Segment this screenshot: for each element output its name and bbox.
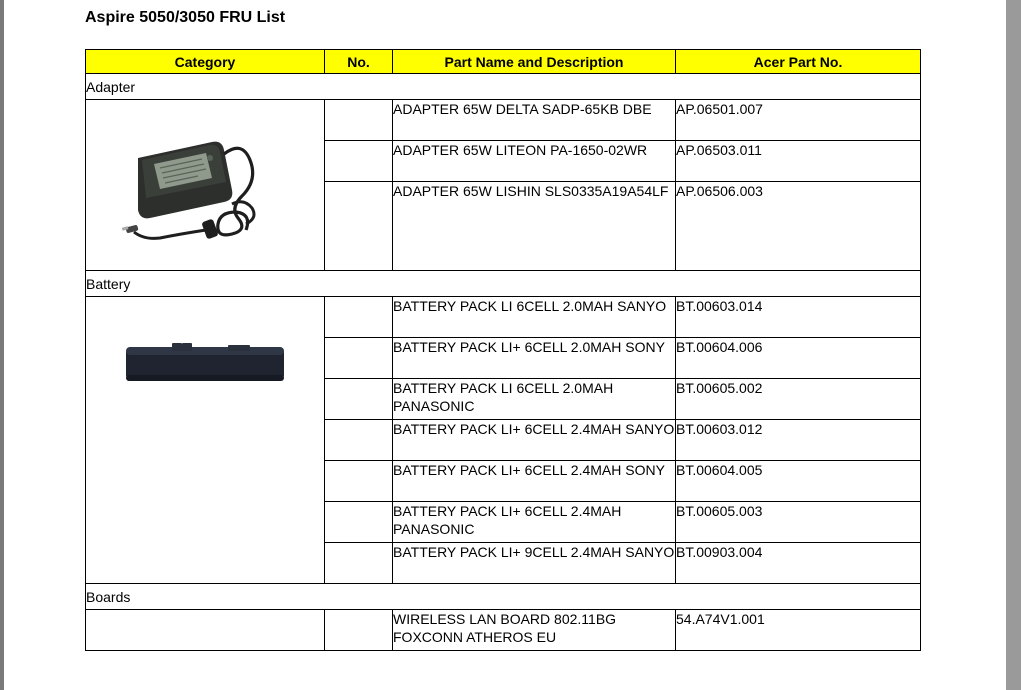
cell-no (325, 141, 393, 182)
cell-no (325, 182, 393, 271)
cell-part-no: 54.A74V1.001 (676, 610, 921, 651)
cell-part-no: AP.06506.003 (676, 182, 921, 271)
table-row (86, 610, 921, 651)
cell-description: WIRELESS LAN BOARD 802.11BG FOXCONN ATHEROS EU (393, 610, 676, 651)
cell-description: ADAPTER 65W DELTA SADP-65KB DBE (393, 100, 676, 141)
viewer-background-right (1006, 0, 1021, 690)
table-row (86, 100, 921, 141)
section-row-battery (86, 271, 921, 297)
cell-no (325, 502, 393, 543)
cell-no (325, 420, 393, 461)
ac-adapter-icon (120, 120, 290, 250)
category-image-cell (86, 610, 325, 651)
cell-no (325, 543, 393, 584)
cell-no (325, 379, 393, 420)
cell-part-no: BT.00604.006 (676, 338, 921, 379)
section-label: Adapter (86, 74, 921, 100)
section-label: Battery (86, 271, 921, 297)
cell-description: BATTERY PACK LI+ 6CELL 2.0MAH SONY (393, 338, 676, 379)
cell-no (325, 297, 393, 338)
section-row-adapter (86, 74, 921, 100)
cell-description: BATTERY PACK LI+ 6CELL 2.4MAH SONY (393, 461, 676, 502)
cell-description: ADAPTER 65W LITEON PA-1650-02WR (393, 141, 676, 182)
cell-part-no: BT.00903.004 (676, 543, 921, 584)
cell-description: BATTERY PACK LI 6CELL 2.0MAH PANASONIC (393, 379, 676, 420)
cell-part-no: BT.00604.005 (676, 461, 921, 502)
cell-no (325, 100, 393, 141)
cell-part-no: BT.00603.012 (676, 420, 921, 461)
header-no: No. (325, 50, 393, 74)
table-header-row (86, 50, 921, 74)
cell-part-no: AP.06501.007 (676, 100, 921, 141)
cell-no (325, 610, 393, 651)
cell-part-no: BT.00605.002 (676, 379, 921, 420)
section-label: Boards (86, 584, 921, 610)
cell-part-no: AP.06503.011 (676, 141, 921, 182)
cell-description: ADAPTER 65W LISHIN SLS0335A19A54LF (393, 182, 676, 271)
cell-part-no: BT.00605.003 (676, 502, 921, 543)
cell-description: BATTERY PACK LI+ 6CELL 2.4MAH PANASONIC (393, 502, 676, 543)
fru-table (85, 49, 921, 651)
cell-no (325, 461, 393, 502)
table-row (86, 297, 921, 338)
cell-description: BATTERY PACK LI+ 6CELL 2.4MAH SANYO (393, 420, 676, 461)
cell-no (325, 338, 393, 379)
section-row-boards (86, 584, 921, 610)
document-title: Aspire 5050/3050 FRU List (85, 9, 286, 26)
cell-description: BATTERY PACK LI 6CELL 2.0MAH SANYO (393, 297, 676, 338)
header-part-no: Acer Part No. (676, 50, 921, 74)
header-description: Part Name and Description (393, 50, 676, 74)
cell-description: BATTERY PACK LI+ 9CELL 2.4MAH SANYO (393, 543, 676, 584)
battery-pack-icon (120, 337, 290, 387)
header-category: Category (86, 50, 325, 74)
category-image-cell (86, 297, 325, 584)
category-image-cell (86, 100, 325, 271)
document-page (4, 0, 1006, 690)
cell-part-no: BT.00603.014 (676, 297, 921, 338)
